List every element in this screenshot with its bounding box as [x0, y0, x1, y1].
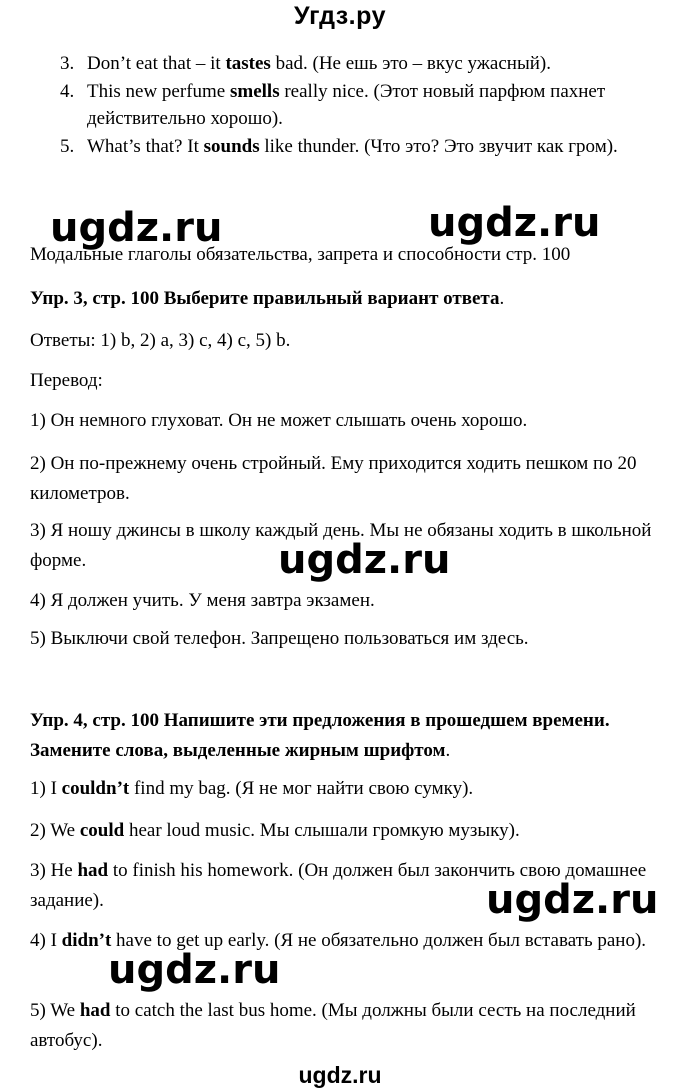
translation-item: 2) Он по-прежнему очень стройный. Ему приходится ходить пешком по 20 километров. — [30, 453, 637, 504]
translation-item: 4) Я должен учить. У меня завтра экзамен. — [30, 590, 375, 611]
site-header: Угдз.ру — [294, 2, 386, 30]
list-item — [60, 50, 660, 77]
watermark: ugdz.ru — [486, 877, 659, 923]
item-number: 3. — [60, 53, 75, 74]
exercise-4-item: 5) We had to catch the last bus home. (Мы должны были сесть на последний автобус). — [30, 1000, 636, 1051]
item-number: 4. — [60, 81, 75, 102]
site-footer: ugdz.ru — [298, 1062, 382, 1088]
translation-item: 3) Я ношу джинсы в школу каждый день. Мы не обязаны ходить в школьной форме. — [30, 520, 652, 571]
translation-item: 1) Он немного глуховат. Он не может слышать очень хорошо. — [30, 410, 528, 431]
translation-label: Перевод: — [30, 370, 103, 391]
exercise-4-item: 4) I didn’t have to get up early. (Я не обязательно должен был вставать рано). — [30, 930, 647, 951]
watermark: ugdz.ru — [278, 537, 451, 583]
watermark: ugdz.ru — [108, 947, 281, 993]
item-text: This new perfume smells really nice. (Этот новый парфюм пахнет действительно хорошо). — [87, 81, 606, 129]
watermark: ugdz.ru — [428, 200, 601, 246]
exercise-4-item: 3) He had to finish his homework. (Он должен был закончить свою домашнее задание). — [30, 860, 647, 911]
translation-item: 5) Выключи свой телефон. Запрещено пользоваться им здесь. — [30, 628, 529, 649]
exercise-3-title: Упр. 3, стр. 100 Выберите правильный вариант ответа. — [30, 288, 505, 309]
exercise-4-item: 1) I couldn’t find my bag. (Я не мог найти свою сумку). — [30, 778, 474, 799]
list-item — [60, 133, 660, 160]
exercise-3-answers: Ответы: 1) b, 2) a, 3) c, 4) c, 5) b. — [30, 330, 291, 351]
item-number: 5. — [60, 136, 75, 157]
item-text: Don’t eat that – it tastes bad. (Не ешь это – вкус ужасный). — [87, 53, 551, 74]
section-title: Модальные глаголы обязательства, запрета и способности стр. 100 — [30, 244, 571, 265]
list-item — [60, 78, 660, 132]
watermark: ugdz.ru — [50, 205, 223, 251]
exercise-4-title: Упр. 4, стр. 100 Напишите эти предложения в прошедшем времени. Замените слова, выделенные жирным шрифтом. — [30, 710, 610, 761]
item-text: What’s that? It sounds like thunder. (Что это? Это звучит как гром). — [87, 136, 618, 157]
exercise-4-item: 2) We could hear loud music. Мы слышали громкую музыку). — [30, 820, 520, 841]
top-list — [60, 50, 660, 161]
